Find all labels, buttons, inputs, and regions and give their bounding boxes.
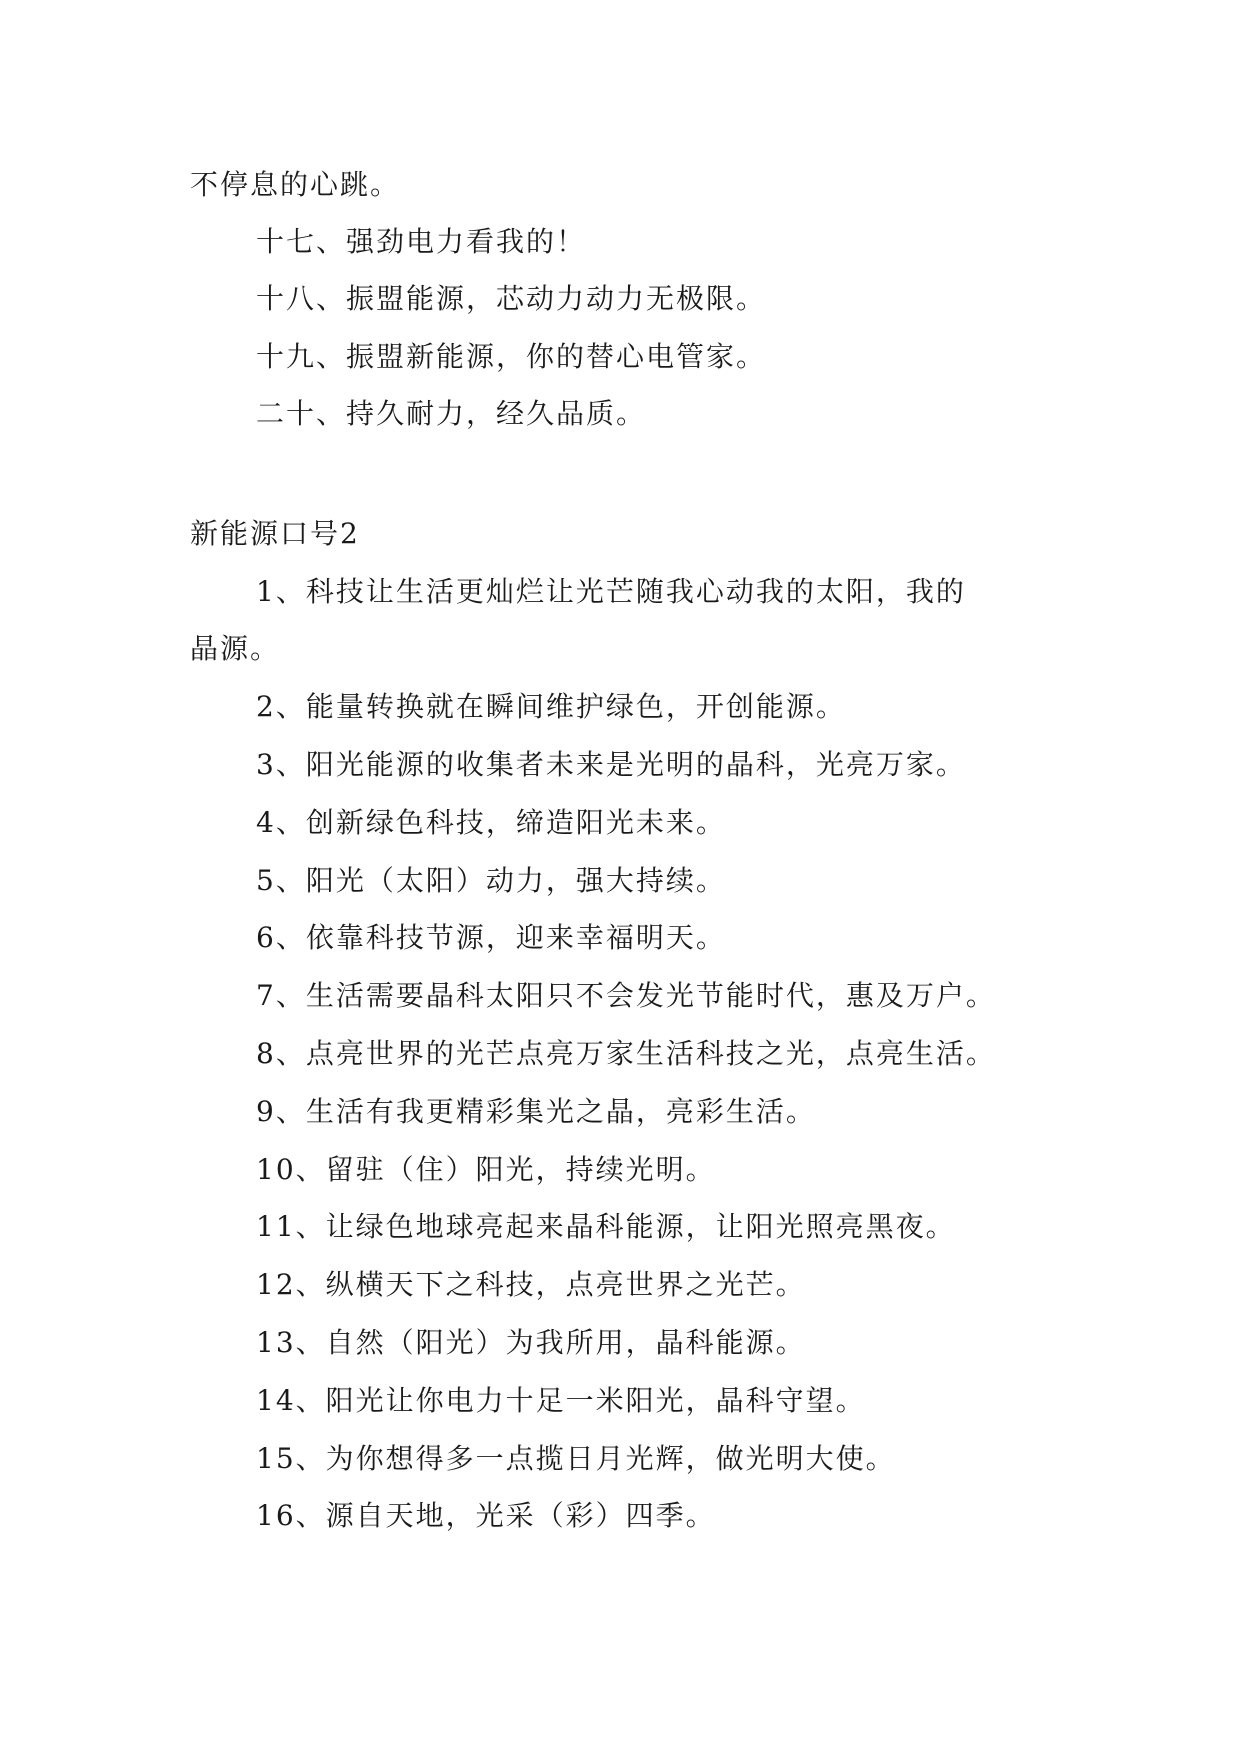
slogan-item-continuation: 晶源。: [190, 632, 281, 665]
slogan-item: 5、阳光（太阳）动力，强大持续。: [256, 864, 726, 897]
slogan-item: 十八、振盟能源，芯动力动力无极限。: [256, 282, 767, 315]
section-title: 新能源口号2: [190, 517, 360, 550]
slogan-item: 13、自然（阳光）为我所用，晶科能源。: [256, 1326, 806, 1359]
slogan-item: 6、依靠科技节源，迎来幸福明天。: [256, 921, 726, 954]
slogan-item: 11、让绿色地球亮起来晶科能源，让阳光照亮黑夜。: [256, 1210, 956, 1243]
slogan-item: 2、能量转换就在瞬间维护绿色，开创能源。: [256, 690, 846, 723]
slogan-item: 1、科技让生活更灿烂让光芒随我心动我的太阳，我的: [256, 575, 966, 608]
slogan-item: 十九、振盟新能源，你的替心电管家。: [256, 340, 767, 373]
slogan-item: 二十、持久耐力，经久品质。: [256, 397, 647, 430]
slogan-item: 3、阳光能源的收集者未来是光明的晶科，光亮万家。: [256, 748, 966, 781]
slogan-item: 8、点亮世界的光芒点亮万家生活科技之光，点亮生活。: [256, 1037, 996, 1070]
slogan-item: 10、留驻（住）阳光，持续光明。: [256, 1153, 716, 1186]
slogan-item: 15、为你想得多一点揽日月光辉，做光明大使。: [256, 1442, 896, 1475]
slogan-item: 14、阳光让你电力十足一米阳光，晶科守望。: [256, 1384, 866, 1417]
slogan-item: 十七、强劲电力看我的！: [256, 225, 587, 258]
slogan-item: 12、纵横天下之科技，点亮世界之光芒。: [256, 1268, 806, 1301]
slogan-item: 7、生活需要晶科太阳只不会发光节能时代，惠及万户。: [256, 979, 996, 1012]
slogan-item: 9、生活有我更精彩集光之晶，亮彩生活。: [256, 1095, 816, 1128]
slogan-item: 16、源自天地，光采（彩）四季。: [256, 1499, 716, 1532]
continuation-text: 不停息的心跳。: [190, 168, 401, 201]
slogan-item: 4、创新绿色科技，缔造阳光未来。: [256, 806, 726, 839]
